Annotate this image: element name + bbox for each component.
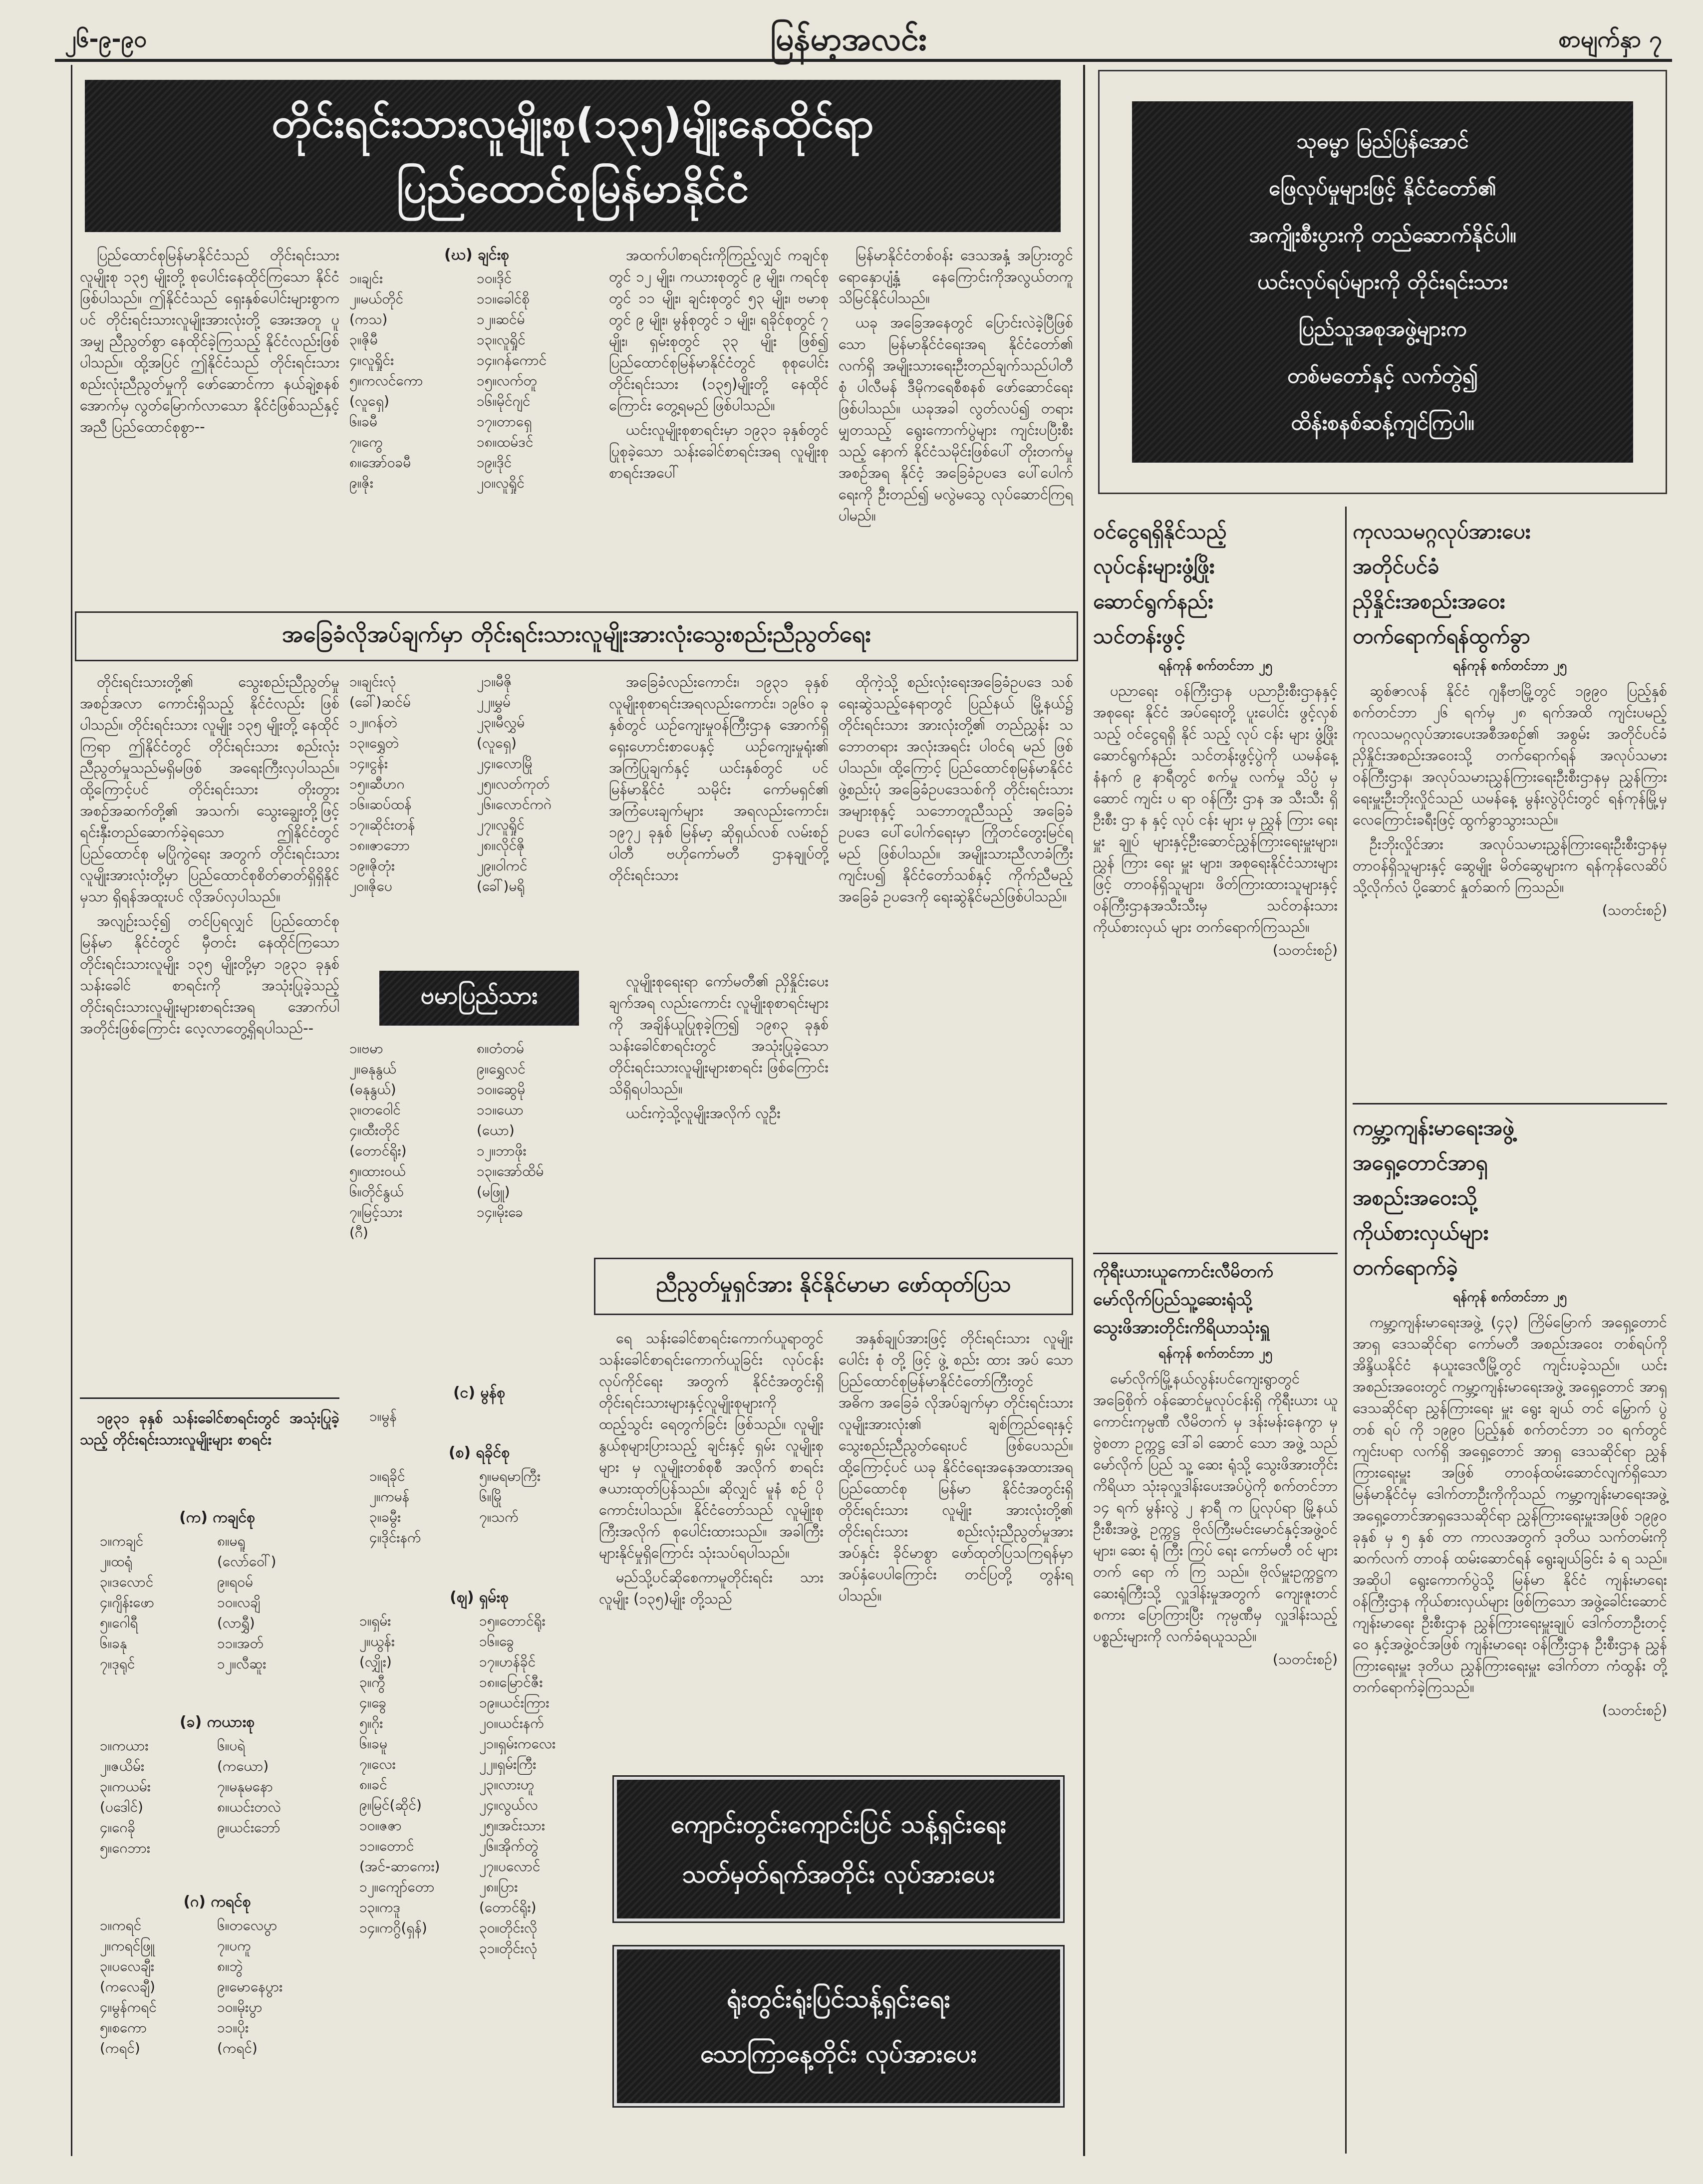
list-item: ၁၇။ဟန်ခိုင် <box>479 1653 536 1670</box>
list-item: ၆။ပရဲ <box>217 1737 246 1754</box>
headline-line: ဆောင်ရွက်နည်း <box>1093 589 1213 613</box>
paragraph: တိုင်းရင်းသားတို့၏ သွေးစည်းညီညွတ်မှုအစဉ်အလာ ကောင်းရှိသည့် နိုင်ငံလည်း ဖြစ်ပါသည်။ တိုင်းရင်းသား လူမျိုး ၁၃၅ မျိုးတို့ နေထိုင်ကြရာ ဤနိုင်ငံတွင် တိုင်းရင်းသား စည်းလုံးညီညွတ်မှုသည်မရှိမဖြစ် အရေးကြီးလှပါသည်။ ထို့ကြောင့်ပင် တိုင်းရင်းသား တိုးတွား အစဉ်အဆက်တို့၏ အသက်၊ သွေးချွေးတို့ဖြင့်ရင်းနှီးတည်ဆောက်ခဲ့ရသော ဤနိုင်ငံတွင် ပြည်ထောင်စု မပြိုကွဲရေး အတွက် တိုင်းရင်းသားလူမျိုးအားလုံးတို့မှာ ပြည်ထောင်စုစိတ်ဓာတ်ရှိရှိနိုင်မှသာ ရှိရန်အထူးပင် လိုအပ်လှပါသည်။ <box>80 673 339 905</box>
census-list-title <box>80 1407 339 1492</box>
list-item: (ဂီ) <box>349 1224 368 1241</box>
article-headline <box>1353 514 1667 654</box>
list-item: ၆။ခနု <box>100 1635 127 1651</box>
promo-banner-school-cleaning <box>614 1777 1063 1921</box>
headline-line: တက်ရောက်ခဲ့ <box>1353 1255 1458 1280</box>
mon-list-heading: (င) မွန်စု <box>453 1384 506 1401</box>
section2-column-4 <box>839 671 1073 1250</box>
list-item: ၂။ယွန်း <box>359 1633 395 1649</box>
list-item: ၈။ယင်းတလဲ <box>217 1799 281 1815</box>
list-item: ၁၄။ငွန်း <box>349 755 388 772</box>
list-item: ၆။တိုင်နွယ် <box>349 1183 404 1200</box>
list-item: (ခေါ်)မရို <box>477 878 525 894</box>
paragraph: ရေ သန်းခေါင်စာရင်းကောက်ယူရာတွင် သန်းခေါင်စာရင်းကောက်ယူခြင်း လုပ်ငန်းလုပ်ကိုင်ရေး အတွက် နိုင်ငံအတွင်းရှိ တိုင်းရင်းသားများနှင့်လူမျိုးစုများကို ထည့်သွင်း ရေတွက်ခြင်း ဖြစ်သည်။ လူမျိုးနွယ်စုများပြားသည့် ချင်းနှင့် ရှမ်း လူမျိုးစု များ မှ လူမျိုးတစ်စုစီ အလိုက် စာရင်း ဇယားထုတ်ပြန်သည်။ ဆိုလျှင် မူနံ စဉ် ပိုကောင်းပါသည်။ နိုင်ငံတော်သည် လူမျိုးစုကြီးအလိုက် စုပေါင်းထားသည်။ အခါကြီးများနိုင်မှုရှိကြောင်း သုံးသပ်ရပါသည်။ <box>599 1330 824 1561</box>
paragraph: ထိုကဲ့သို့ စည်းလုံးရေးအခြေခံဥပဒေ သစ်ရေးဆွဲသည့်နေရာတွင် ပြည်နယ် မြို့နယ်၌ တိုင်းရင်းသား အားလုံးတို့၏ တည်ညွှန်း သ ဘောတရား အလုံးအရင်း ပါဝင်ရ မည် ဖြစ်ပါသည်။ ထို့ကြောင့် ပြည်ထောင်စုမြန်မာနိုင်ငံ ဖွဲ့စည်းပုံ အခြေခံဥပဒေသစ်ကို တိုင်းရင်းသားအများစုနှင့် သဘောတူညီသည့် အခြေခံ ဥပဒေ ပေါ်ပေါက်ရေးမှာ ကြိုတင်တွေးမြင်ရမည် ဖြစ်ပါသည်။ အမျိုးသားညီလာခံကြီး ကျင်းပ၍ နိုင်ငံတော်သစ်နှင့် ကိုက်ညီမည့် အခြေခံ ဥပဒေကို ရေးဆွဲနိုင်မည်ဖြစ်ပါသည်။ <box>839 673 1073 905</box>
list-item: ၁၄။မိုးခေ <box>477 1204 523 1220</box>
list-item: ၃။ဇိုမီ <box>349 331 378 348</box>
list-item: ၂၆။လောင်ကဂဲ <box>477 796 552 813</box>
headline-line: ကုလသမဂ္ဂလုပ်အားပေး <box>1353 519 1531 544</box>
list-item: ၁၂။ဆင်မ် <box>477 311 525 327</box>
headline-line: အရှေ့တောင်အာရှ <box>1353 1150 1488 1175</box>
list-item: ၁။ကယား <box>100 1737 149 1754</box>
list-item: ၁၅။လက်တူ <box>477 372 537 389</box>
list-item: ၁။ဗမာ <box>349 1040 383 1057</box>
list-item: (အင်-ဆာကေး) <box>359 1858 440 1875</box>
headline-line: လုပ်ငန်းများဖွံ့ဖြိုး <box>1093 554 1215 578</box>
list-item: ၁၉။ယင်းကြား <box>479 1694 550 1711</box>
issue-date: ၂၆-၉-၉၀ <box>65 25 147 52</box>
list-item: ၁၉။ဇိုတုံး <box>349 857 395 874</box>
list-item: (တောင်ရိုး) <box>349 1142 407 1159</box>
list-item: ၃။တဝေါင် <box>349 1101 401 1118</box>
list-item: ၁၃။အော်ထိမ် <box>477 1163 544 1179</box>
list-item: ၁။ချင်း <box>349 270 383 286</box>
slogan-line: ယင်းလုပ်ရပ်များကို တိုင်းရင်းသား <box>1257 270 1508 294</box>
divider <box>1093 1253 1338 1254</box>
list-item: (ပဒေါင်) <box>100 1799 143 1815</box>
list-item: ၂၉။ဝါကင် <box>477 857 528 874</box>
list-item: ၁။ကချင် <box>100 1533 144 1549</box>
article-credit: (သတင်းစဉ်) <box>1272 942 1338 958</box>
list-item: ၂၄။လွယ်လ <box>479 1797 538 1813</box>
list-item: ၅။ဂေဘား <box>100 1840 151 1856</box>
headline-line: ဝင်ငွေရရှိနိုင်သည့် <box>1093 519 1227 544</box>
slogan-line: ပြည်သူအစုအဖွဲ့များက <box>1298 316 1467 341</box>
article-who-meeting <box>1353 1110 1667 2154</box>
kayah-list-heading: (ခ) ကယားစု <box>179 1713 255 1731</box>
unity-heading-box <box>594 1258 1073 1315</box>
list-item: ၉။ယင်းဘော် <box>217 1819 281 1836</box>
slogan-line: သုဓမ္မာ မြည်ပြန်အောင် <box>1296 129 1469 153</box>
list-item: ၁၀။လချိ <box>217 1594 261 1611</box>
article-body <box>1093 1368 1338 1647</box>
list-item: ၁၂။ဘာဖိုး <box>477 1142 527 1159</box>
list-item: ၉။ဇိုး <box>349 475 373 491</box>
list-item: ၃။ကယမ်း <box>100 1778 151 1795</box>
list-item: ၁၃။ရွှေတဲ <box>349 735 399 751</box>
list-item: ၇။လေး <box>359 1756 396 1772</box>
list-item: ၁။မွန် <box>369 1408 397 1424</box>
list-item: ၁၀။ဇဇာ <box>359 1817 402 1834</box>
article-column-3 <box>609 245 829 624</box>
list-item: ၁၁။တောင် <box>359 1838 414 1854</box>
list-item: (တောင်ရိုး) <box>479 1899 537 1915</box>
list-item: ၁၀။ဆွေမို <box>477 1081 526 1097</box>
masthead-rule <box>55 59 1672 62</box>
list-item: ၉။မြင်(ဆိုင်) <box>359 1797 422 1813</box>
list-item: ၄။လူရှိုင်း <box>349 352 394 368</box>
slogan-line: ဖြေလုပ်မှုများဖြင့် နိုင်ငံတော်၏ <box>1268 176 1497 200</box>
headline-line: အစည်းအဝေးသို့ <box>1353 1185 1477 1210</box>
promo-line-1: ကျောင်းတွင်းကျောင်းပြင် သန့်ရှင်းရေး <box>670 1810 1007 1839</box>
list-item: ၁၅။တောင်ရိုး <box>479 1613 546 1629</box>
list-item: ၁။ချင်းလုံ <box>349 673 396 690</box>
article-headline <box>1353 1110 1667 1285</box>
bamar-list <box>349 1038 604 1253</box>
intro-column <box>80 245 339 624</box>
list-item: ၂၀။ယင်းနက် <box>479 1715 544 1731</box>
list-item: ၂၃။မီလွှမ် <box>477 714 525 731</box>
list-item: ၂၈။လိုင်ဇို <box>477 837 525 853</box>
list-item: ၅။စကော <box>100 2019 147 2036</box>
list-item: ၂။ကရင်ဖြူ <box>100 1937 155 1954</box>
list-item: ၁၀။ဒိုင် <box>477 270 512 286</box>
list-item: ၁၁။ပိုး <box>217 2019 249 2036</box>
karen-list-heading: (ဂ) ကရင်စု <box>183 1893 251 1911</box>
list-item: ၂။ဇယိမ်း <box>100 1758 145 1774</box>
list-item: ၆။ခမီ <box>349 413 377 430</box>
list-item: ၁၂။လီဆူး <box>217 1655 267 1672</box>
paragraph: အထက်ပါစာရင်းကိုကြည့်လျှင် ကချင်စုတွင် ၁၂ မျိုး၊ ကယားစုတွင် ၉ မျိုး၊ ကရင်စုတွင် ၁၁ မျိုး၊ ချင်းစုတွင် ၅၃ မျိုး၊ ဗမာစုတွင် ၉ မျိုး၊ မွန်စုတွင် ၁ မျိုး၊ ရခိုင်စုတွင် ၇ မျိုး၊ ရှမ်းစုတွင် ၃၃ မျိုး ဖြစ်၍ ပြည်ထောင်စုမြန်မာနိုင်ငံတွင် စုစုပေါင်း တိုင်းရင်းသား (၁၃၅)မျိုးတို့ နေထိုင်ကြောင်း တွေ့ရမည် ဖြစ်ပါသည်။ <box>609 247 829 414</box>
list-item: ၇။မနုမနော <box>217 1778 273 1795</box>
article-body <box>1353 1312 1667 1698</box>
list-item: ၁၃။လူရှိုင် <box>477 331 526 348</box>
kachin-list <box>100 1502 334 1702</box>
list-item: ၂၁။ရှမ်းကလေး <box>479 1735 556 1752</box>
article-credit: (သတင်းစဉ်) <box>1602 902 1667 918</box>
list-item: ၁။ရခိုင် <box>369 1468 405 1484</box>
karen-list <box>100 1887 334 2121</box>
bamar-heading-banner <box>379 971 579 1026</box>
list-item: (လူရှေ) <box>349 393 389 409</box>
list-item: ၁၀။မိုးပွာ <box>217 1999 263 2015</box>
headline-line: တက်ရောက်ရန်ထွက်ခွာ <box>1353 624 1530 648</box>
list-item: (ကရင်) <box>217 2040 258 2056</box>
article-dateline: ရန်ကုန် စက်တင်ဘာ ၂၅ <box>1452 1290 1567 1305</box>
list-item: (လျှိုး) <box>359 1653 392 1670</box>
list-item: ၇။ဒုရုင် <box>100 1655 135 1672</box>
article-headline <box>1093 1258 1338 1342</box>
list-item: (ယော) <box>477 1122 515 1138</box>
list-item: (မဖြူ) <box>477 1183 510 1200</box>
list-item: ၁၄။ကဂွိ(ရှန်) <box>359 1919 427 1936</box>
main-headline-line-2: ပြည်ထောင်စုမြန်မာနိုင်ငံ <box>396 164 749 212</box>
list-item: ၃။ခမွီး <box>369 1509 401 1525</box>
list-item: ၈။ဘွဲ <box>217 1958 243 1974</box>
bamar-heading: ဗမာပြည်သား <box>420 982 538 1010</box>
list-item: ၂၀။ဇိုပေ <box>349 878 392 894</box>
list-item: ၃၀။တိုင်းလို <box>479 1919 538 1936</box>
list-item: (ကသ) <box>349 311 388 327</box>
list-item: ၄။ဂေခို <box>100 1819 136 1836</box>
list-item: ၆။မြို <box>479 1488 502 1505</box>
newspaper-name: မြန်မာ့အလင်း <box>770 21 927 58</box>
list-item: ၂၄။လောမြို <box>477 755 533 772</box>
intro-paragraph: ပြည်ထောင်စုမြန်မာနိုင်ငံသည် တိုင်းရင်းသားလူမျိုးစု ၁၃၅ မျိုးတို့ စုပေါင်းနေထိုင်ကြသော နိုင်ငံဖြစ်ပါသည်။ ဤနိုင်ငံသည် ရှေးနှစ်ပေါင်းများစွာကပင် တိုင်းရင်းသားလူမျိုးအားလုံးတို့ အေးအတူ ပူအမျှ ညီညွတ်စွာ နေထိုင်ခဲ့ကြသည့် နိုင်ငံလည်းဖြစ်ပါသည်။ ထို့အပြင် ဤနိုင်ငံသည် တိုင်းရင်းသားစည်းလုံးညီညွတ်မှုကို ဖော်ဆောင်ကာ နယ်ချဲ့စနစ်အောက်မှ လွတ်မြောက်လာသော နိုင်ငံဖြစ်သည်နှင့်အညီ ပြည်ထောင်စုစွာ-- <box>80 247 339 435</box>
article-dateline: ရန်ကုန် စက်တင်ဘာ ၂၅ <box>1452 658 1567 673</box>
list-item: ၂၇။ပလောင် <box>479 1858 541 1875</box>
list-item: ၁၇။ဆိုင်းတန် <box>349 817 415 833</box>
article-body <box>1093 680 1338 938</box>
headline-line: သွေးဖိအားတိုင်းကိရိယာသုံးရှူ <box>1093 1318 1270 1338</box>
list-item: ၁၆။မိုင်ဂျင် <box>477 393 531 409</box>
list-item: ၁၁။အတ် <box>217 1635 264 1651</box>
chin-list <box>349 245 604 624</box>
list-item: ၁။ရှမ်း <box>359 1613 391 1629</box>
list-item: (လူရှေ) <box>477 735 517 751</box>
paragraph: မြန်မာနိုင်ငံတစ်ဝန်း ဒေသအနှံ့ အပြားတွင် ရောနှောပျံ့နှံ့ နေကြောင်းကိုအလွယ်တကူသိမြင်နိုင်ပါသည်။ <box>839 247 1073 306</box>
list-item: (လော်ဝေါ်) <box>217 1553 277 1570</box>
section2-column-3 <box>609 671 829 966</box>
article-credit: (သတင်းစဉ်) <box>1602 1702 1667 1718</box>
list-item: ၄။ထီးတိုင် <box>349 1122 400 1138</box>
list-item: ၇။ကွေ <box>349 434 383 450</box>
list-item: ၂။ကမန် <box>369 1488 410 1505</box>
paragraph: ၁၉၃၁ ခုနှစ် သန်းခေါင်စာရင်းတွင် အသုံးပြုခဲ့သည့် တိုင်းရင်းသားလူမျိုးများ စာရင်း <box>80 1409 339 1448</box>
list-item: ၅။ဂိုး <box>359 1715 383 1731</box>
list-item: ၉။ရွှေလင် <box>477 1061 526 1077</box>
headline-line: ကိုယ်စားလှယ်များ <box>1353 1220 1489 1245</box>
main-headline-line-1: တိုင်းရင်းသားလူမျိုးစု(၁၃၅)မျိုးနေထိုင်ရာ <box>271 99 874 147</box>
paragraph: မည်သို့ပင်ဆိုစေကာမူတိုင်းရင်း သားလူမျိုး (၁၃၅)မျိုး တို့သည် <box>599 1569 824 1607</box>
list-item: ၇။ပကူ <box>217 1937 251 1954</box>
list-item: (လာရွှီ) <box>217 1615 255 1631</box>
list-item: ၂၃။လားဟူ <box>479 1776 535 1793</box>
unity-column-2 <box>839 1328 1073 1767</box>
list-item: ၁၂။ကျော်တော <box>359 1879 435 1895</box>
article-credit: (သတင်းစဉ်) <box>1272 1651 1338 1667</box>
list-item: (ကလေချီ) <box>100 1978 155 1995</box>
list-item: ၁၆။ဆပ်ထန် <box>349 796 412 813</box>
paragraph: အခြေခံလည်းကောင်း၊ ၁၉၃၁ ခုနှစ် လူမျိုးစုစာရင်းအရလည်းကောင်း၊ ၁၉၆၀ ခုနှစ်တွင် ယဉ်ကျေးမှုဝန်ကြီးဌာန အောက်ရှိ ရှေးဟောင်းစာပေနှင့် ယဉ်ကျေးမှုရုံး၏ အကြံပြုချက်နှင့် ယင်းနှစ်တွင် ပင် မြန်မာနိုင်ငံ သမိုင်း ကော်မရှင်၏ အကြံပေးချက်များ အရလည်းကောင်း၊ ၁၉၇၂ ခုနှစ် မြန်မာ့ ဆိုရှယ်လစ် လမ်းစဉ်ပါတီ ဗဟိုကော်မတီ ဌာနချုပ်တို့ တိုင်းရင်းသား <box>609 673 829 883</box>
list-item: (ကယော) <box>217 1758 269 1774</box>
list-item: ၈။အော်ဝခမီ <box>349 454 411 471</box>
section2-column-1 <box>80 671 339 1395</box>
shan-list <box>359 1582 599 2151</box>
section2-column-3b <box>609 971 829 1250</box>
article-training-course <box>1093 514 1338 1253</box>
right-column-divider <box>1345 507 1347 2154</box>
column-divider <box>1083 65 1085 2156</box>
paragraph: ယခု အခြေအနေတွင် ပြောင်းလဲခဲ့ပြီဖြစ်သော မြန်မာနိုင်ငံရေးအရ နိုင်ငံတော်၏ လက်ရှိ အမျိုးသားရေးဦးတည်ချက်သည်ပါတီစုံ ပါလီမန် ဒီမိုကရေစီစနစ် ဖော်ဆောင်ရေးဖြစ်ပါသည်။ ယခုအခါ လွတ်လပ်၍ တရားမျှတသည့် ရွေးကောက်ပွဲများ ကျင်းပပြီးစီးသည့် နောက် နိုင်ငံသမိုင်းဖြစ်ပေါ် တိုးတက်မှုအစဉ်အရ နိုင်ငံ့ အခြေခံဥပဒေ ပေါ်ပေါက်ရေးကို ဦးတည်၍ မလွဲမသွေ လုပ်ဆောင်ကြရပါမည်။ <box>839 314 1073 524</box>
list-item: ၂၈။ပြား <box>479 1879 518 1895</box>
article-korea-donation <box>1093 1258 1338 2151</box>
list-item: ၅။ကလင်ကော <box>349 372 423 389</box>
rakhine-list <box>369 1437 589 1567</box>
unity-heading: ညီညွတ်မှုရှင်အား နိုင်နိုင်မာမာ ဖော်ထုတ်ပြသ <box>656 1271 1011 1297</box>
list-item: ၈။ခင် <box>359 1776 387 1793</box>
paragraph: အနှစ်ချုပ်အားဖြင့် တိုင်းရင်းသား လူမျိုး ပေါင်း စုံ တို့ ဖြင့် ဖွဲ့ စည်း ထား အပ် သော ပြည်ထောင်စုမြန်မာနိုင်ငံတော်ကြီးတွင် အဓိက အခြေခံ လိုအပ်ချက်မှာ တိုင်းရင်းသားလူမျိုးအားလုံး၏ ချစ်ကြည်ရေးနှင့် သွေးစည်းညီညွတ်ရေးပင် ဖြစ်ပေသည်။ ထို့ကြောင့်ပင် ယခု နိုင်ငံရေးအနေအထားအရ ပြည်ထောင်စု မြန်မာ နိုင်ငံအတွင်းရှိ တိုင်းရင်းသား လူမျိုး အားလုံးတို့၏ တိုင်းရင်းသား စည်းလုံးညီညွတ်မှုအား အပ်နှင်း ခိုင်မာစွာ ဖော်ထုတ်ပြသကြရန်မှာ အပ်နှံပေပါကြောင်း တင်ပြတို့ တွန်းရ ပါသည်။ <box>839 1330 1073 1604</box>
shan-list-heading: (ဈ) ရှမ်းစု <box>450 1589 509 1606</box>
list-item: ၂။မယ်တိုင် <box>349 290 404 307</box>
right-slogan-banner <box>1132 101 1633 463</box>
headline-line: ညှိနှိုင်းအစည်းအဝေး <box>1353 589 1505 613</box>
kachin-list-heading: (က) ကချင်စု <box>179 1509 255 1526</box>
list-item: ၃။ပလေချီး <box>100 1958 154 1974</box>
list-item: ၂၅။လတ်ကုတ် <box>477 776 550 792</box>
promo-line-2: သောကြာနေ့တိုင်း လုပ်အားပေး <box>700 2039 977 2068</box>
list-item: ၂၇။လူရှိုင် <box>477 817 525 833</box>
right-banner-frame <box>1098 70 1667 494</box>
list-item: ၂၆။အိုက်တွဲ <box>479 1838 539 1854</box>
list-item: ၁၈။ဇာဘော <box>349 837 410 853</box>
list-item: ၄။ဂျိန်းဖော <box>100 1594 154 1611</box>
list-item: (ခေါ်)ဆင်မ် <box>349 694 411 710</box>
list-item: ၂၂။မွှမ် <box>477 694 511 710</box>
headline-line: သင်တန်းဖွင့် <box>1093 624 1185 648</box>
list-item: ၅။ဂေါရီ <box>100 1615 138 1631</box>
list-item: ၃။ကွီ <box>359 1674 385 1690</box>
list-item: (ဓနုနွယ်) <box>349 1081 396 1097</box>
slogan-line: တစ်မတော်နှင့် လက်တွဲ၍ <box>1287 363 1478 388</box>
article-dateline: ရန်ကုန် စက်တင်ဘာ ၂၅ <box>1158 658 1273 673</box>
slogan-line: ထိန်းစနစ်ဆန့်ကျင်ကြပါ။ <box>1291 410 1474 435</box>
list-item: ၈။မရူ <box>217 1533 246 1549</box>
headline-line: ကမ္ဘာ့ကျန်းမာရေးအဖွဲ့ <box>1353 1115 1514 1140</box>
list-item: ၁၄။ဂန်ကောင် <box>477 352 547 368</box>
article-dateline: ရန်ကုန် စက်တင်ဘာ ၂၅ <box>1158 1346 1273 1361</box>
list-item: ၆။ခမူ <box>359 1735 387 1752</box>
list-item: ၆။တလေပွာ <box>217 1917 278 1933</box>
list-item: ၁။ကရင် <box>100 1917 142 1933</box>
list-item: ၁၆။ခွေ <box>479 1633 514 1649</box>
list-item: ၂။ထရုံ <box>100 1553 133 1570</box>
list-item: ၂။ဓနုနွယ် <box>349 1061 397 1077</box>
list-item: ၄။မွန်ကရင် <box>100 1999 157 2015</box>
page-number: စာမျက်နှာ ၇ <box>1558 25 1662 52</box>
list-item: ၂၀။လူရှိုင် <box>477 475 525 491</box>
list-item: ၂၅။အင်းသား <box>479 1817 546 1834</box>
list-item: ၇။မြင့်သား <box>349 1204 403 1220</box>
paragraph: ဦးဘိုးလှိုင်အား အလုပ်သမားညွှန်ကြားရေးဦးစီးဌာနမှ တာဝန်ရှိသူများနှင့် ဆွေမျိုး မိတ်ဆွေများက ရန်ကုန်လေဆိပ်သို့လိုက်လံ ပို့ဆောင် နှုတ်ဆက် ကြသည်။ <box>1353 835 1667 895</box>
promo-line-2: သတ်မှတ်ရက်အတိုင်း လုပ်အားပေး <box>682 1860 995 1889</box>
list-item: ၂၂။ရှမ်းကြီး <box>479 1756 537 1772</box>
list-item: ၁၅။ဆီဟဂ <box>349 776 405 792</box>
paragraph: မော်လိုက်မြို့နယ်လွန်းပင်ကျေးရွာတွင် အခြေစိုက် ဝန်ဆောင်မှုလုပ်ငန်းရှိ ကိုရီးယား ယူကောင်းကုမ္ပဏီ လီမိတက် မှ ဒန်းမန်းနေကွာ မှ ဗွဲစတာ ဥက္ကဋ္ဌ ဒေါ်ခါ ဆောင် သော အဖွဲ့ သည် မော်လိုက် ပြည် သူ့ ဆေး ရုံသို့ သွေးဖိအားတိုင်း ကိရိယာ သုံးခုလှူဒါန်းပေးအပ်ပွဲကို စက်တင်ဘာ ၁၄ ရက် မွန်းလွဲ ၂ နာရီ က ပြုလုပ်ရာ မြို့နယ်ဦးစီးအဖွဲ့ ဥက္ကဋ္ဌ ဗိုလ်ကြီးမင်းမောင်နှင့်အဖွဲ့ဝင်များ၊ ဆေး ရုံ ကြီး ကြပ် ရေး ကော်မတီ ဝင် များ တက် ရော က် ကြ သည်။ ဗိုလ်မှူးဥက္ကဋ္ဌက ဆေးရုံကြီးသို့ လှူဒါန်းမှုအတွက် ကျေးဇူးတင်စကား ပြောကြားပြီး ကုမ္ပဏီမှ လှူဒါန်းသည့် ပစ္စည်းများကို လက်ခံရယူသည်။ <box>1093 1370 1338 1644</box>
list-item: ၃။ဒလောင် <box>100 1574 154 1590</box>
list-item: ၅။မရမာကြီး <box>479 1468 541 1484</box>
divider <box>1353 1103 1667 1104</box>
article-body <box>1353 680 1667 898</box>
list-item: ၅။ထားဝယ် <box>349 1163 406 1179</box>
slogan-line: အကျိုးစီးပွားကို တည်ဆောက်နိုင်ပါ။ <box>1249 223 1516 247</box>
list-item: ၄။ဒိုင်းနက် <box>369 1529 421 1546</box>
list-item: ၄။ခွေ <box>359 1694 387 1711</box>
main-headline-banner <box>85 80 1061 232</box>
divider <box>80 1397 339 1399</box>
unity-column-1 <box>599 1328 824 1767</box>
list-item: ၁၈။ထမ်ဒင် <box>477 434 534 450</box>
promo-line-1: ရုံးတွင်းရုံးပြင်သန့်ရှင်းရေး <box>726 1984 951 2013</box>
list-item: ၁၁။ယော <box>477 1101 524 1118</box>
left-border <box>71 65 72 2156</box>
promo-banner-office-cleaning <box>614 1946 1063 2106</box>
article-headline <box>1093 514 1338 654</box>
section-heading: အခြေခံလိုအပ်ချက်မှာ တိုင်းရင်းသားလူမျိုးအားလုံးသွေးစည်းညီညွတ်ရေး <box>282 620 871 647</box>
kayah-list <box>100 1707 334 1882</box>
section-heading-box <box>75 611 1078 661</box>
list-item: ၁၈။မြောင်ဇီး <box>479 1674 543 1690</box>
paragraph: အလျဉ်းသင့်၍ တင်ပြရလျှင် ပြည်ထောင်စု မြန်မာ နိုင်ငံတွင် မှီတင်း နေထိုင်ကြသော တိုင်းရင်းသားလူမျိုး ၁၃၅ မျိုးတို့မှာ ၁၉၃၁ ခုနှစ် သန်းခေါင် စာရင်းကို အသုံးပြုခဲ့သည့် တိုင်းရင်းသားလူမျိုးများစာရင်းအရ အောက်ပါ အတိုင်းဖြစ်ကြောင်း လေ့လာတွေ့ရှိရပါသည်-- <box>80 912 339 1037</box>
list-item: ၁၂။ဂန်တဲ <box>349 714 397 731</box>
article-un-meeting <box>1353 514 1667 1103</box>
list-item: ၂၁။မီဇို <box>477 673 512 690</box>
chin-list-continued <box>349 671 604 951</box>
list-item: ၈။တံတမ် <box>477 1040 524 1057</box>
chin-list-heading: (ဃ) ချင်းစု <box>444 246 509 264</box>
rakhine-list-heading: (စ) ရခိုင်စု <box>448 1444 510 1461</box>
paragraph: လူမျိုးစုရေးရာ ကော်မတီ၏ ညှိနှိုင်းပေးချက်အရ လည်းကောင်း လူမျိုးစုစာရင်းများကို အချိန်ယူပြုစုခဲ့ကြ၍ ၁၉၈၃ ခုနှစ် သန်းခေါင်စာရင်းတွင် အသုံးပြုခဲ့သော တိုင်းရင်းသားလူမျိုးများစာရင်း ဖြစ်ကြောင်း သိရှိရပါသည်။ <box>609 973 829 1097</box>
list-item: ၇။သက် <box>479 1509 519 1525</box>
list-item: (ကရင်) <box>100 2040 140 2056</box>
paragraph: ဆွစ်ဇာလန် နိုင်ငံ ဂျနီဗာမြို့တွင် ၁၉၉၀ ပြည့်နှစ် စက်တင်ဘာ ၂၆ ရက်မှ ၂၈ ရက်အထိ ကျင်းပမည့် ကုလသမဂ္ဂလုပ်အားပေးအစီအစဉ်၏ အစွမ်း အတိုင်ပင်ခံ ညှိနှိုင်းအစည်းအဝေးသို့ တက်ရောက်ရန် အလုပ်သမားဝန်ကြီးဌာန၊ အလုပ်သမားညွှန်ကြားရေးဦးစီးဌာနမှ ညွှန်ကြားရေးမှူးဦးဘိုးလှိုင်သည် ယမန်နေ့ မွန်းလွဲပိုင်းတွင် ရန်ကုန်မြို့မှ လေကြောင်းခရီးဖြင့် ထွက်ခွာသွားသည်။ <box>1353 682 1667 828</box>
list-item: ၉။ရဝမ် <box>217 1574 254 1590</box>
article-column-4 <box>839 245 1073 624</box>
list-item: ၁၁။ခေါင်စို <box>477 290 530 307</box>
headline-line: မော်လိုက်ပြည်သူ့ဆေးရုံသို့ <box>1093 1290 1252 1310</box>
paragraph: ကမ္ဘာ့ကျန်းမာရေးအဖွဲ့ (၄၃) ကြိမ်မြောက် အရှေ့တောင်အာရှ ဒေသဆိုင်ရာ ကော်မတီ အစည်းအဝေး တစ်ရပ်ကို အိန္ဒိယနိုင်ငံ နယူးဒေလီမြို့တွင် ကျင်းပခဲ့သည်။ ယင်း အစည်းအဝေးတွင် ကမ္ဘာ့ကျန်းမာရေးအဖွဲ့ အရှေ့တောင် အာရှ ဒေသဆိုင်ရာ ညွှန်ကြားရေး မှူး ရွေး ချယ် တင် မြှောက် ပွဲ တစ် ရပ် ကို ၁၉၉၀ ပြည့်နှစ် စက်တင်ဘာ ၁၀ ရက်တွင် ကျင်းပရာ လက်ရှိ အရှေ့တောင် အာရှ ဒေသဆိုင်ရာ ညွှန်ကြားရေးမှူး အဖြစ် တာဝန်ထမ်းဆောင်လျက်ရှိသော မြန်မာနိုင်ငံမှ ဒေါက်တာဦးကိုကိုသည် ကမ္ဘာ့ကျန်းမာရေးအဖွဲ့ အရှေ့တောင်အာရှဒေသဆိုင်ရာ ညွှန်ကြားရေးမှူးအဖြစ် ၁၉၉၀ ခုနှစ် မှ ၅ နှစ် တာ ကာလအတွက် ဒုတိယ သက်တမ်းကို ဆက်လက် တာဝန် ထမ်းဆောင်ရန် ရွေးချယ်ခြင်း ခံ ရ သည်။ အဆိုပါ ရွေးကောက်ပွဲသို့ မြန်မာ နိုင်ငံ ကျန်းမာရေးဝန်ကြီးဌာန ကိုယ်စားလှယ်များ ဖြစ်ကြသော အဖွဲ့ခေါင်းဆောင် ကျန်းမာရေး ဦးစီးဌာန ညွှန်ကြားရေးမှူးချုပ် ဒေါက်တာဦးတင့်ဝေ နှင့်အဖွဲ့ဝင်အဖြစ် ကျန်းမာရေး ဝန်ကြီးဌာန ဦးစီးဌာန ညွှန်ကြားရေးမှူး ဒုတိယ ညွှန်ကြားရေးမှူး ဒေါက်တာ ကံထွန်း တို့ တက်ရောက်ခဲ့ကြသည်။ <box>1353 1314 1667 1695</box>
paragraph: ယင်းကဲ့သို့လူမျိုးအလိုက် လူဦး <box>626 1104 781 1121</box>
list-item: ၁၉။ဒိုင် <box>477 454 512 471</box>
paragraph: ပညာရေး ဝန်ကြီးဌာန ပညာဦးစီးဌာနနှင့် အစုရေး နိုင်ငံ အပ်ရေးတို့ ပူးပေါင်း ဖွင့်လှစ်သည့် ဝင်ငွေရရှိ နိုင် သည့် လုပ် ငန်း များ ဖွံ့ဖြိုး ဆောင်ရွက်နည်း သင်တန်းဖွင့်ပွဲကို ယမန်နေ့ နံနက် ၉ နာရီတွင် စက်မှု လက်မှု သိပ္ပံ မှ ဆောင် ကျင်း ပ ရာ ဝန်ကြီး ဌာန အ သီးသီး ရှိ ဦးစီး ဌာ န နှင့် လုပ် ငန်း များ မှ ညွှန် ကြား ရေး မှူး ချုပ် များနှင့်ဦးဆောင်ညွှန်ကြားရေးမှူးများ၊ ညွှန် ကြား ရေး မှူး များ၊ အစုရေးနိုင်ငံသားများဖြင့် တာဝန်ရှိသူများ၊ ဖိတ်ကြားထားသူများနှင့် ဝန်ကြီးဌာနအသီးသီးမှ သင်တန်းသား ကိုယ်စားလှယ် များ တက်ရောက်ကြသည်။ <box>1093 682 1338 935</box>
headline-line: အတိုင်ပင်ခံ <box>1353 554 1439 578</box>
list-item: ၁၇။တာရှေ <box>477 413 532 430</box>
paragraph: ယင်းလူမျိုးစုစာရင်းမှာ ၁၉၃၁ ခုနှစ်တွင် ပြုစုခဲ့သော သန်းခေါင်စာရင်းအရ လူမျိုးစုစာရင်းအပေါ် <box>609 421 829 481</box>
list-item: ၁၃။ကဒူ <box>359 1899 400 1915</box>
headline-line: ကိုရီးယားယူကောင်းလီမိတက် <box>1093 1262 1273 1282</box>
mon-list <box>369 1377 589 1432</box>
list-item: ၉။မောနေပွား <box>217 1978 283 1995</box>
list-item: ၃၁။တိုင်းလုံ <box>479 1940 538 1956</box>
